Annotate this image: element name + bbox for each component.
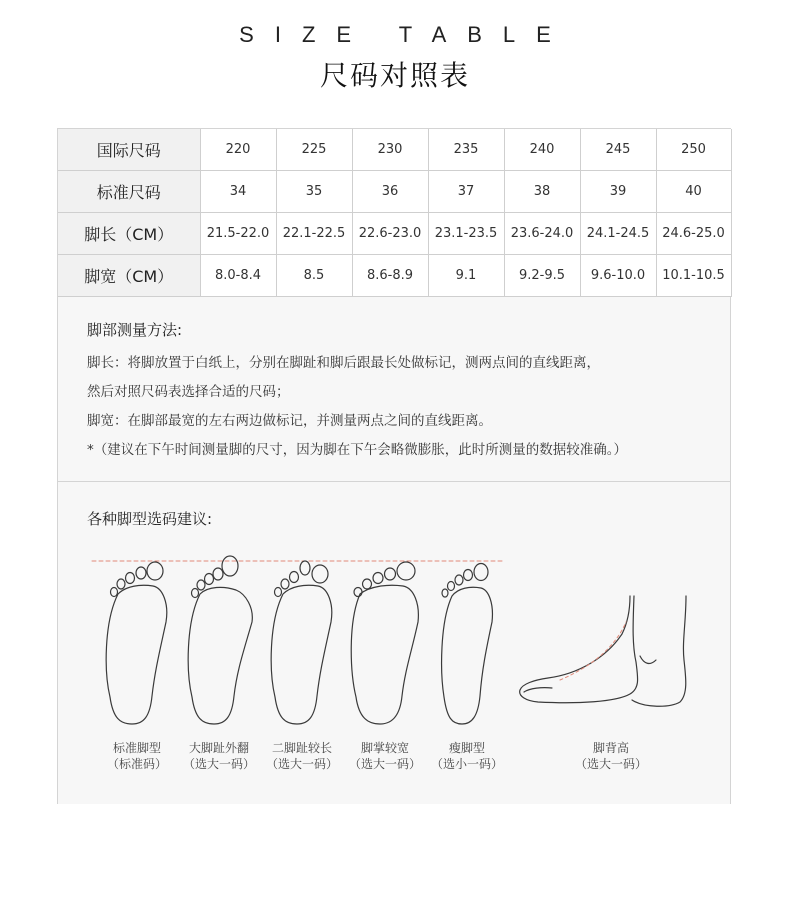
foot-type-advice bbox=[58, 482, 730, 804]
measurement-instructions bbox=[58, 297, 730, 482]
foot-standard-icon bbox=[106, 562, 167, 724]
table-cell: 230 bbox=[352, 129, 428, 171]
size-table bbox=[58, 129, 732, 297]
foot-type-name: 瘦脚型 bbox=[448, 741, 485, 755]
foot-type-name: 标准脚型 bbox=[112, 741, 161, 755]
advice-heading: 各种脚型选码建议: bbox=[87, 510, 213, 528]
row-label: 国际尺码 bbox=[58, 129, 200, 171]
foot-label-high-instep bbox=[568, 740, 654, 772]
table-cell: 9.6-10.0 bbox=[580, 255, 656, 297]
table-cell: 225 bbox=[276, 129, 352, 171]
foot-type-suggestion: （选大一码） bbox=[574, 757, 647, 771]
foot-long-second-toe-icon bbox=[271, 561, 332, 724]
table-cell: 39 bbox=[580, 171, 656, 213]
foot-label-standard bbox=[94, 740, 180, 772]
table-cell: 240 bbox=[504, 129, 580, 171]
foot-type-name: 脚掌较宽 bbox=[360, 741, 409, 755]
table-cell: 10.1-10.5 bbox=[656, 255, 731, 297]
foot-label-bunion bbox=[176, 740, 262, 772]
foot-label-slim bbox=[424, 740, 510, 772]
table-cell: 35 bbox=[276, 171, 352, 213]
row-label: 脚宽（CM） bbox=[58, 255, 200, 297]
table-row-width bbox=[58, 255, 731, 297]
table-row-standard bbox=[58, 171, 731, 213]
table-cell: 235 bbox=[428, 129, 504, 171]
table-cell: 8.0-8.4 bbox=[200, 255, 276, 297]
measure-line: 脚长：将脚放置于白纸上，分别在脚趾和脚后跟最长处做标记，测两点间的直线距离， bbox=[87, 355, 600, 371]
table-cell: 24.1-24.5 bbox=[580, 213, 656, 255]
foot-label-wide bbox=[342, 740, 428, 772]
foot-wide-icon bbox=[351, 562, 418, 724]
table-cell: 220 bbox=[200, 129, 276, 171]
foot-type-suggestion: （选大一码） bbox=[265, 757, 338, 771]
foot-type-name: 脚背高 bbox=[592, 741, 629, 755]
row-label: 脚长（CM） bbox=[58, 213, 200, 255]
table-cell: 38 bbox=[504, 171, 580, 213]
size-chart-card bbox=[57, 128, 731, 804]
foot-type-suggestion: （标准码） bbox=[106, 757, 167, 771]
foot-bunion-icon bbox=[188, 556, 252, 724]
foot-label-long-second-toe bbox=[259, 740, 345, 772]
table-row-length bbox=[58, 213, 731, 255]
measure-line: 脚宽：在脚部最宽的左右两边做标记，并测量两点之间的直线距离。 bbox=[87, 413, 492, 429]
page-title: 尺码对照表 bbox=[319, 59, 470, 92]
table-cell: 250 bbox=[656, 129, 731, 171]
table-row-international bbox=[58, 129, 731, 171]
table-cell: 22.1-22.5 bbox=[276, 213, 352, 255]
table-cell: 22.6-23.0 bbox=[352, 213, 428, 255]
measure-heading: 脚部测量方法: bbox=[87, 321, 183, 339]
table-cell: 21.5-22.0 bbox=[200, 213, 276, 255]
measure-line: *（建议在下午时间测量脚的尺寸，因为脚在下午会略微膨胀，此时所测量的数据较准确。） bbox=[87, 442, 627, 458]
row-label: 标准尺码 bbox=[58, 171, 200, 213]
table-cell: 8.5 bbox=[276, 255, 352, 297]
foot-type-name: 二脚趾较长 bbox=[271, 741, 332, 755]
foot-type-suggestion: （选小一码） bbox=[430, 757, 503, 771]
table-cell: 36 bbox=[352, 171, 428, 213]
measure-line: 然后对照尺码表选择合适的尺码； bbox=[87, 384, 290, 400]
table-cell: 24.6-25.0 bbox=[656, 213, 731, 255]
table-cell: 23.6-24.0 bbox=[504, 213, 580, 255]
foot-high-instep-icon bbox=[520, 596, 686, 706]
table-cell: 37 bbox=[428, 171, 504, 213]
foot-type-suggestion: （选大一码） bbox=[182, 757, 255, 771]
table-cell: 34 bbox=[200, 171, 276, 213]
table-cell: 9.2-9.5 bbox=[504, 255, 580, 297]
table-cell: 9.1 bbox=[428, 255, 504, 297]
table-cell: 245 bbox=[580, 129, 656, 171]
foot-slim-icon bbox=[442, 564, 493, 725]
foot-type-name: 大脚趾外翻 bbox=[188, 741, 249, 755]
table-cell: 23.1-23.5 bbox=[428, 213, 504, 255]
table-cell: 8.6-8.9 bbox=[352, 255, 428, 297]
title-english: SIZE TABLE bbox=[239, 22, 572, 47]
foot-type-suggestion: （选大一码） bbox=[348, 757, 421, 771]
table-cell: 40 bbox=[656, 171, 731, 213]
